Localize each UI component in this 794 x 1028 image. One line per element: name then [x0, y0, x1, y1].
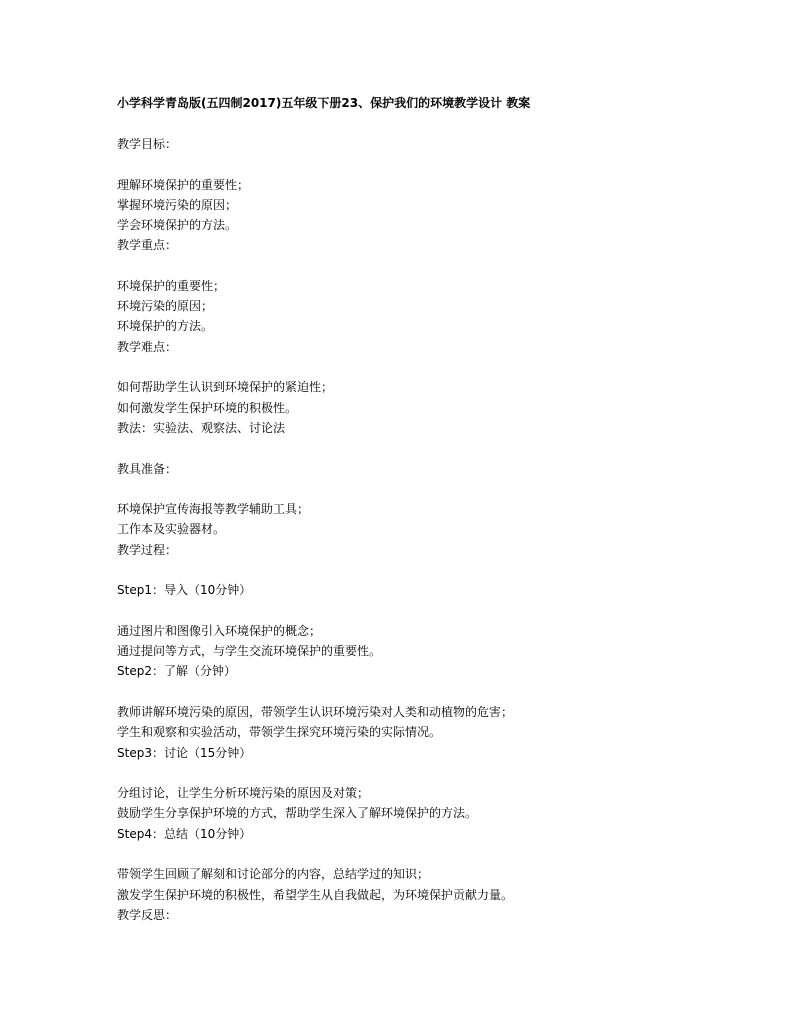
- step4-item: 激发学生保护环境的积极性，希望学生从自我做起，为环境保护贡献力量。: [117, 888, 514, 902]
- step2-heading: Step2：了解（分钟）: [117, 664, 236, 678]
- reflection-heading: 教学反思：: [117, 908, 178, 922]
- step4-item: 带领学生回顾了解刻和讨论部分的内容，总结学过的知识；: [117, 867, 430, 881]
- difficulty-item: 如何激发学生保护环境的积极性。: [117, 401, 298, 415]
- difficulty-heading: 教学难点：: [117, 340, 178, 354]
- step3-item: 分组讨论，让学生分析环境污染的原因及对策；: [117, 786, 370, 800]
- step1-item: 通过图片和图像引入环境保护的概念；: [117, 624, 322, 638]
- goals-heading: 教学目标：: [117, 137, 178, 151]
- step3-item: 鼓励学生分享保护环境的方式，帮助学生深入了解环境保护的方法。: [117, 806, 478, 820]
- tool-item: 工作本及实验器材。: [117, 522, 226, 536]
- step4-heading: Step4：总结（10分钟）: [117, 827, 252, 841]
- goal-item: 理解环境保护的重要性；: [117, 178, 250, 192]
- document-title: 小学科学青岛版(五四制2017)五年级下册23、保护我们的环境教学设计 教案: [117, 96, 531, 110]
- key-point-item: 环境污染的原因；: [117, 299, 214, 313]
- step1-heading: Step1：导入（10分钟）: [117, 583, 252, 597]
- key-point-item: 环境保护的重要性；: [117, 279, 226, 293]
- goal-item: 学会环境保护的方法。: [117, 218, 238, 232]
- step3-heading: Step3：讨论（15分钟）: [117, 746, 252, 760]
- tools-heading: 教具准备：: [117, 462, 178, 476]
- key-point-item: 环境保护的方法。: [117, 319, 214, 333]
- goal-item: 掌握环境污染的原因；: [117, 198, 238, 212]
- difficulty-item: 如何帮助学生认识到环境保护的紧迫性；: [117, 380, 334, 394]
- step2-item: 教师讲解环境污染的原因，带领学生认识环境污染对人类和动植物的危害；: [117, 705, 514, 719]
- methods-line: 教法：实验法、观察法、讨论法: [117, 421, 286, 435]
- tool-item: 环境保护宣传海报等教学辅助工具；: [117, 502, 310, 516]
- step2-item: 学生和观察和实验活动，带领学生探究环境污染的实际情况。: [117, 725, 442, 739]
- step1-item: 通过提问等方式，与学生交流环境保护的重要性。: [117, 644, 382, 658]
- process-heading: 教学过程：: [117, 543, 178, 557]
- key-heading: 教学重点：: [117, 238, 178, 252]
